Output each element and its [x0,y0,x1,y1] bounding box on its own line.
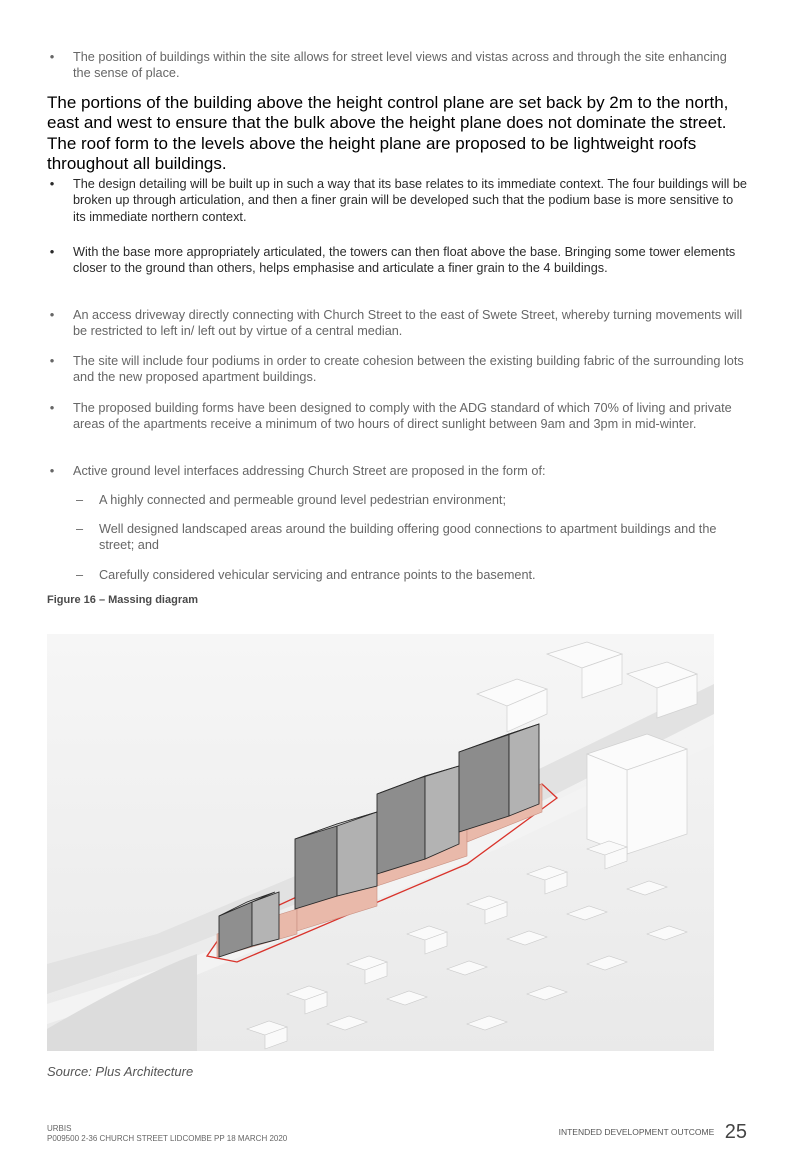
bullet-icon: • [49,244,55,259]
footer-org: URBIS [47,1124,72,1133]
list-item-text: The design detailing will be built up in such a way that its base relates to its immediate context. The four buildings will be broken up through articulation, and then a finer grain will be developed such that the podium base is more sensitive to its immediate northern context. [73,177,747,224]
dash-icon: – [76,522,84,536]
footer-right [559,1121,747,1144]
massing-diagram-illustration [47,634,714,1051]
footer-left [47,1124,287,1144]
list-item-text: An access driveway directly connecting with Church Street to the east of Swete Street, whereby turning movements will be restricted to left in/ left out by virtue of a central median. [73,308,743,339]
sub-list-item-text: Well designed landscaped areas around the building offering good connections to apartment buildings and the street; and [99,522,717,553]
bullet-icon: • [49,49,55,64]
list-item-text: The position of buildings within the site allows for street level views and vistas across and through the site enhancing the sense of place. [73,50,727,81]
figure-caption: Figure 16 – Massing diagram [47,594,198,606]
list-item-text: The site will include four podiums in order to create cohesion between the existing building fabric of the surrounding lots and the new proposed apartment buildings. [73,354,744,385]
bullet-icon: • [49,400,55,415]
sub-list-item-text: Carefully considered vehicular servicing and entrance points to the basement. [99,568,536,582]
list-item-text: With the base more appropriately articulated, the towers can then float above the base. Bringing some tower elements closer to the ground than others, helps emphasise and articulate a finer grain to the 4 buildings. [73,245,736,276]
footer-section: INTENDED DEVELOPMENT OUTCOME [558,1127,715,1137]
massing-diagram [47,634,714,1051]
dash-icon: – [76,568,84,582]
body-paragraph: The portions of the building above the height control plane are set back by 2m to the north, east and west to ensure that the bulk above the height plane does not dominate the street. The roof form to the levels above the height plane are proposed to be lightweight roofs throughout all buildings. [47,93,729,174]
dash-icon: – [76,493,84,507]
bullet-icon: • [49,176,55,191]
list-item-text: Active ground level interfaces addressing Church Street are proposed in the form of: [73,464,546,478]
footer-project: P009500 2-36 CHURCH STREET LIDCOMBE PP 18 MARCH 2020 [47,1134,288,1143]
bullet-icon: • [49,307,55,322]
figure-source: Source: Plus Architecture [47,1064,194,1079]
bullet-icon: • [49,353,55,368]
sub-list-item-text: A highly connected and permeable ground level pedestrian environment; [99,493,506,507]
bullet-icon: • [49,463,55,478]
page-number: 25 [724,1121,747,1143]
list-item-text: The proposed building forms have been designed to comply with the ADG standard of which 70% of living and private areas of the apartments receive a minimum of two hours of direct sunlight between 9am and 3pm in mid-winter. [73,401,732,432]
